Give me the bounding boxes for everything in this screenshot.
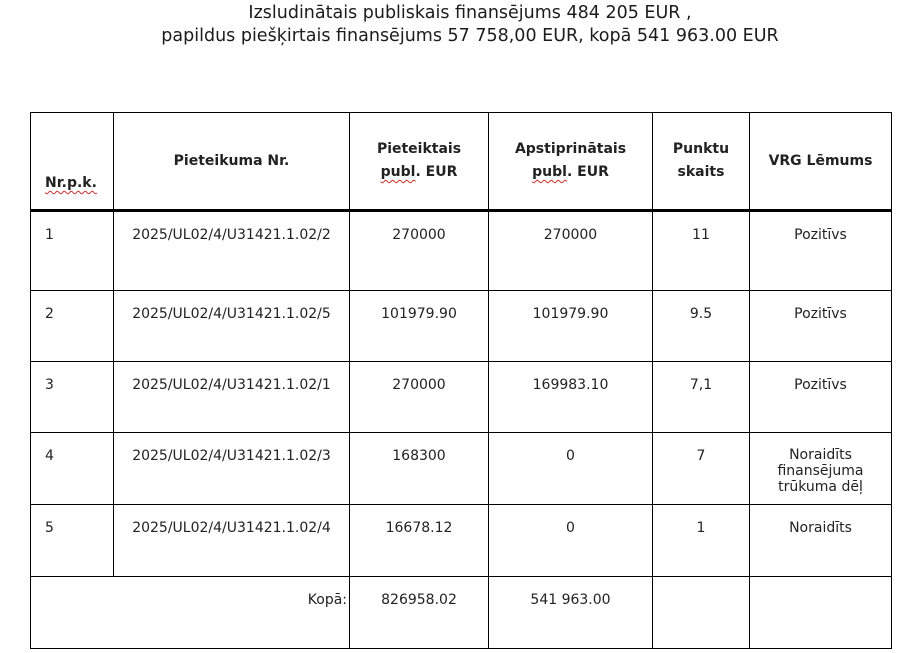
cell-approved: 169983.10	[489, 362, 653, 433]
header-applied-amount: Pieteiktais publ. EUR	[350, 113, 489, 211]
document-title-line-1: Izsludinātais publiskais finansējums 484 205 EUR ,	[248, 3, 692, 23]
cell-points: 7,1	[653, 362, 750, 433]
table-row	[31, 362, 892, 433]
cell-application: 2025/UL02/4/U31421.1.02/4	[114, 505, 350, 577]
cell-nr: 5	[31, 505, 114, 577]
total-applied: 826958.02	[350, 577, 489, 649]
header-approved-amount: Apstiprinātais publ. EUR	[489, 113, 653, 211]
cell-decision: Pozitīvs	[750, 211, 892, 291]
cell-decision: Noraidīts finansējuma trūkuma dēļ	[750, 433, 892, 505]
table-row	[31, 291, 892, 362]
table-row	[31, 211, 892, 291]
cell-decision: Pozitīvs	[750, 362, 892, 433]
cell-applied: 101979.90	[350, 291, 489, 362]
cell-applied: 270000	[350, 362, 489, 433]
cell-approved: 0	[489, 505, 653, 577]
total-decision-empty	[750, 577, 892, 649]
cell-points: 7	[653, 433, 750, 505]
cell-applied: 270000	[350, 211, 489, 291]
total-row	[31, 577, 892, 649]
cell-application: 2025/UL02/4/U31421.1.02/1	[114, 362, 350, 433]
cell-application: 2025/UL02/4/U31421.1.02/2	[114, 211, 350, 291]
table-row	[31, 505, 892, 577]
cell-nr: 4	[31, 433, 114, 505]
total-approved: 541 963.00	[489, 577, 653, 649]
cell-nr: 1	[31, 211, 114, 291]
cell-applied: 16678.12	[350, 505, 489, 577]
header-decision: VRG Lēmums	[750, 113, 892, 211]
results-table	[30, 112, 892, 649]
header-application-nr: Pieteikuma Nr.	[114, 113, 350, 211]
cell-points: 9.5	[653, 291, 750, 362]
cell-decision: Pozitīvs	[750, 291, 892, 362]
total-points-empty	[653, 577, 750, 649]
cell-applied: 168300	[350, 433, 489, 505]
cell-application: 2025/UL02/4/U31421.1.02/5	[114, 291, 350, 362]
cell-approved: 270000	[489, 211, 653, 291]
cell-points: 1	[653, 505, 750, 577]
header-nr-pk: Nr.p.k.	[31, 113, 114, 211]
table-row	[31, 433, 892, 505]
table-header-row	[31, 113, 892, 211]
document-title-line-2: papildus piešķirtais finansējums 57 758,00 EUR, kopā 541 963.00 EUR	[161, 26, 779, 46]
cell-approved: 101979.90	[489, 291, 653, 362]
cell-decision: Noraidīts	[750, 505, 892, 577]
cell-application: 2025/UL02/4/U31421.1.02/3	[114, 433, 350, 505]
total-label: Kopā:	[31, 577, 350, 649]
cell-points: 11	[653, 211, 750, 291]
header-points: Punktu skaits	[653, 113, 750, 211]
cell-approved: 0	[489, 433, 653, 505]
cell-nr: 3	[31, 362, 114, 433]
cell-nr: 2	[31, 291, 114, 362]
